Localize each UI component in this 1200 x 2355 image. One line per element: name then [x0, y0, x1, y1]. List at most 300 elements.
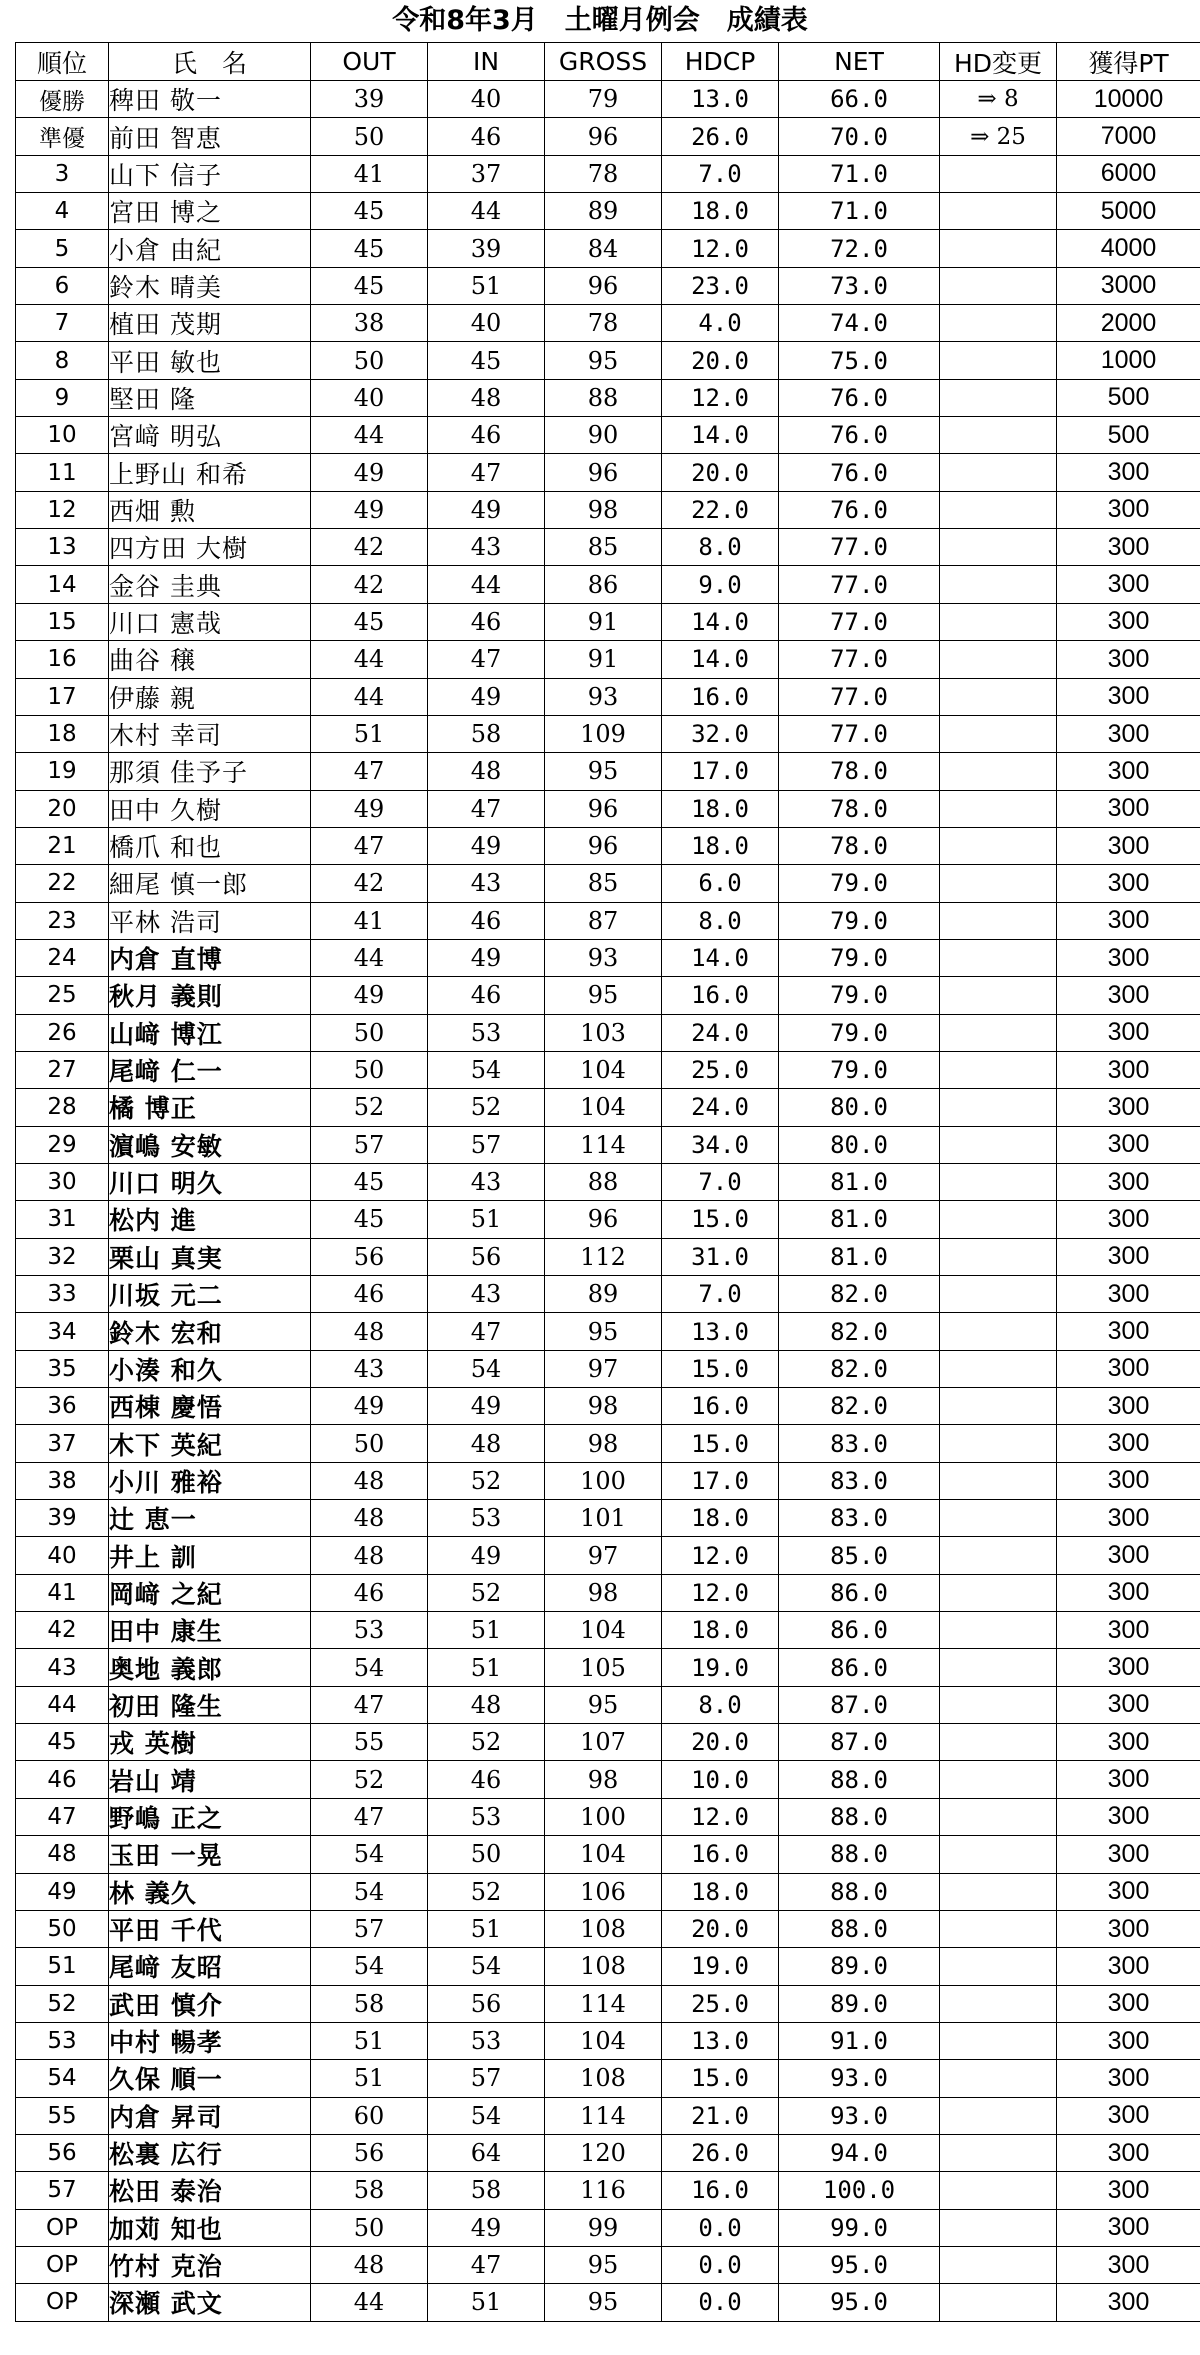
hdcp-cell: 20.0: [662, 1910, 779, 1947]
out-score-cell: 47: [311, 827, 428, 864]
hdcp-cell: 13.0: [662, 2022, 779, 2059]
table-row: [16, 81, 1200, 118]
net-score-cell: 74.0: [779, 305, 940, 342]
out-score-cell: 47: [311, 1798, 428, 1835]
hdcp-cell: 7.0: [662, 155, 779, 192]
hd-change-cell: [940, 827, 1057, 864]
out-score-cell: 50: [311, 1051, 428, 1088]
table-row: [16, 1574, 1200, 1611]
player-name-cell: 橘 博正: [109, 1089, 311, 1126]
hdcp-cell: 9.0: [662, 566, 779, 603]
out-score-cell: 42: [311, 865, 428, 902]
in-score-cell: 57: [428, 1126, 545, 1163]
points-cell: 300: [1057, 715, 1200, 752]
player-name-cell: 田中 康生: [109, 1612, 311, 1649]
in-score-cell: 51: [428, 1910, 545, 1947]
in-score-cell: 64: [428, 2134, 545, 2171]
net-score-cell: 71.0: [779, 155, 940, 192]
out-score-cell: 48: [311, 1500, 428, 1537]
in-score-cell: 54: [428, 2097, 545, 2134]
gross-score-cell: 89: [545, 193, 662, 230]
gross-score-cell: 96: [545, 267, 662, 304]
net-score-cell: 66.0: [779, 81, 940, 118]
hdcp-cell: 24.0: [662, 1014, 779, 1051]
net-score-cell: 83.0: [779, 1500, 940, 1537]
player-name-cell: 深瀬 武文: [109, 2284, 311, 2321]
rank-cell: 38: [16, 1462, 109, 1499]
player-name-cell: 竹村 克治: [109, 2246, 311, 2283]
gross-score-cell: 84: [545, 230, 662, 267]
table-row: [16, 603, 1200, 640]
player-name-cell: 木下 英紀: [109, 1425, 311, 1462]
rank-cell: 15: [16, 603, 109, 640]
hdcp-cell: 23.0: [662, 267, 779, 304]
gross-score-cell: 107: [545, 1724, 662, 1761]
hdcp-cell: 18.0: [662, 1500, 779, 1537]
points-cell: 300: [1057, 2246, 1200, 2283]
gross-score-cell: 103: [545, 1014, 662, 1051]
points-cell: 300: [1057, 1836, 1200, 1873]
hd-change-cell: [940, 305, 1057, 342]
net-score-cell: 88.0: [779, 1873, 940, 1910]
hd-change-cell: [940, 2060, 1057, 2097]
net-score-cell: 71.0: [779, 193, 940, 230]
out-score-cell: 60: [311, 2097, 428, 2134]
gross-score-cell: 96: [545, 118, 662, 155]
points-cell: 3000: [1057, 267, 1200, 304]
in-score-cell: 45: [428, 342, 545, 379]
player-name-cell: 中村 暢孝: [109, 2022, 311, 2059]
hd-change-cell: [940, 2134, 1057, 2171]
gross-score-cell: 93: [545, 939, 662, 976]
hdcp-cell: 18.0: [662, 1873, 779, 1910]
in-score-cell: 54: [428, 1948, 545, 1985]
gross-score-cell: 97: [545, 1350, 662, 1387]
hdcp-cell: 8.0: [662, 529, 779, 566]
hdcp-cell: 4.0: [662, 305, 779, 342]
points-cell: 300: [1057, 1873, 1200, 1910]
table-row: [16, 193, 1200, 230]
table-row: [16, 1724, 1200, 1761]
hd-change-cell: [940, 155, 1057, 192]
out-score-cell: 45: [311, 1163, 428, 1200]
table-row: [16, 1201, 1200, 1238]
results-table: [15, 42, 1200, 2322]
points-cell: 300: [1057, 1163, 1200, 1200]
rank-cell: 8: [16, 342, 109, 379]
in-score-cell: 49: [428, 1388, 545, 1425]
rank-cell: OP: [16, 2284, 109, 2321]
hd-change-cell: [940, 715, 1057, 752]
out-score-cell: 48: [311, 2246, 428, 2283]
hdcp-cell: 12.0: [662, 1537, 779, 1574]
hd-change-cell: [940, 753, 1057, 790]
in-score-cell: 40: [428, 81, 545, 118]
hd-change-cell: [940, 1425, 1057, 1462]
hdcp-cell: 7.0: [662, 1276, 779, 1313]
gross-score-cell: 112: [545, 1238, 662, 1275]
net-score-cell: 93.0: [779, 2060, 940, 2097]
table-row: [16, 1425, 1200, 1462]
hdcp-cell: 17.0: [662, 1462, 779, 1499]
player-name-cell: 平林 浩司: [109, 902, 311, 939]
in-score-cell: 50: [428, 1836, 545, 1873]
rank-cell: 57: [16, 2172, 109, 2209]
rank-cell: 33: [16, 1276, 109, 1313]
out-score-cell: 44: [311, 641, 428, 678]
hdcp-cell: 15.0: [662, 1425, 779, 1462]
table-row: [16, 529, 1200, 566]
column-header-points: 獲得PT: [1057, 43, 1200, 81]
table-row: [16, 267, 1200, 304]
points-cell: 300: [1057, 1798, 1200, 1835]
player-name-cell: 川口 憲哉: [109, 603, 311, 640]
table-row: [16, 1089, 1200, 1126]
player-name-cell: 松内 進: [109, 1201, 311, 1238]
hd-change-cell: [940, 1462, 1057, 1499]
points-cell: 300: [1057, 977, 1200, 1014]
hdcp-cell: 32.0: [662, 715, 779, 752]
hd-change-cell: [940, 529, 1057, 566]
gross-score-cell: 98: [545, 1574, 662, 1611]
table-row: [16, 155, 1200, 192]
in-score-cell: 49: [428, 1537, 545, 1574]
hd-change-cell: [940, 865, 1057, 902]
net-score-cell: 77.0: [779, 641, 940, 678]
column-header-out: OUT: [311, 43, 428, 81]
hd-change-cell: [940, 1985, 1057, 2022]
hdcp-cell: 13.0: [662, 1313, 779, 1350]
net-score-cell: 82.0: [779, 1313, 940, 1350]
hdcp-cell: 18.0: [662, 790, 779, 827]
rank-cell: 20: [16, 790, 109, 827]
hdcp-cell: 15.0: [662, 1350, 779, 1387]
out-score-cell: 48: [311, 1462, 428, 1499]
points-cell: 6000: [1057, 155, 1200, 192]
table-row: [16, 1163, 1200, 1200]
out-score-cell: 49: [311, 454, 428, 491]
gross-score-cell: 95: [545, 2246, 662, 2283]
rank-cell: 54: [16, 2060, 109, 2097]
hd-change-cell: [940, 2246, 1057, 2283]
hdcp-cell: 34.0: [662, 1126, 779, 1163]
player-name-cell: 上野山 和希: [109, 454, 311, 491]
rank-cell: 19: [16, 753, 109, 790]
points-cell: 300: [1057, 641, 1200, 678]
out-score-cell: 50: [311, 118, 428, 155]
gross-score-cell: 104: [545, 1836, 662, 1873]
player-name-cell: 川口 明久: [109, 1163, 311, 1200]
points-cell: 300: [1057, 1388, 1200, 1425]
in-score-cell: 47: [428, 2246, 545, 2283]
rank-cell: 42: [16, 1612, 109, 1649]
points-cell: 300: [1057, 1201, 1200, 1238]
gross-score-cell: 89: [545, 1276, 662, 1313]
player-name-cell: 堅田 隆: [109, 379, 311, 416]
table-row: [16, 305, 1200, 342]
hdcp-cell: 6.0: [662, 865, 779, 902]
table-row: [16, 1126, 1200, 1163]
hdcp-cell: 24.0: [662, 1089, 779, 1126]
points-cell: 300: [1057, 1649, 1200, 1686]
out-score-cell: 55: [311, 1724, 428, 1761]
points-cell: 300: [1057, 1724, 1200, 1761]
hd-change-cell: [940, 193, 1057, 230]
rank-cell: 30: [16, 1163, 109, 1200]
in-score-cell: 43: [428, 1163, 545, 1200]
out-score-cell: 45: [311, 1201, 428, 1238]
table-row: [16, 1462, 1200, 1499]
table-row: [16, 977, 1200, 1014]
net-score-cell: 86.0: [779, 1612, 940, 1649]
points-cell: 300: [1057, 1500, 1200, 1537]
player-name-cell: 植田 茂期: [109, 305, 311, 342]
table-row: [16, 1014, 1200, 1051]
hd-change-cell: [940, 342, 1057, 379]
net-score-cell: 86.0: [779, 1649, 940, 1686]
table-row: [16, 1350, 1200, 1387]
table-row: [16, 566, 1200, 603]
gross-score-cell: 109: [545, 715, 662, 752]
player-name-cell: 松田 泰治: [109, 2172, 311, 2209]
in-score-cell: 51: [428, 1201, 545, 1238]
out-score-cell: 51: [311, 715, 428, 752]
rank-cell: 56: [16, 2134, 109, 2171]
table-row: [16, 1537, 1200, 1574]
in-score-cell: 43: [428, 1276, 545, 1313]
rank-cell: 25: [16, 977, 109, 1014]
points-cell: 300: [1057, 566, 1200, 603]
gross-score-cell: 95: [545, 753, 662, 790]
rank-cell: 48: [16, 1836, 109, 1873]
rank-cell: 49: [16, 1873, 109, 1910]
net-score-cell: 79.0: [779, 939, 940, 976]
gross-score-cell: 97: [545, 1537, 662, 1574]
player-name-cell: 鈴木 晴美: [109, 267, 311, 304]
out-score-cell: 56: [311, 1238, 428, 1275]
table-row: [16, 1238, 1200, 1275]
gross-score-cell: 78: [545, 305, 662, 342]
in-score-cell: 53: [428, 1014, 545, 1051]
net-score-cell: 79.0: [779, 865, 940, 902]
gross-score-cell: 88: [545, 379, 662, 416]
points-cell: 300: [1057, 1014, 1200, 1051]
player-name-cell: 伊藤 親: [109, 678, 311, 715]
hd-change-cell: [940, 491, 1057, 528]
net-score-cell: 85.0: [779, 1537, 940, 1574]
points-cell: 300: [1057, 1238, 1200, 1275]
in-score-cell: 52: [428, 1574, 545, 1611]
player-name-cell: 細尾 慎一郎: [109, 865, 311, 902]
hd-change-cell: [940, 267, 1057, 304]
in-score-cell: 57: [428, 2060, 545, 2097]
net-score-cell: 88.0: [779, 1761, 940, 1798]
gross-score-cell: 96: [545, 790, 662, 827]
gross-score-cell: 95: [545, 1313, 662, 1350]
hdcp-cell: 19.0: [662, 1948, 779, 1985]
table-row: [16, 1500, 1200, 1537]
table-row: [16, 379, 1200, 416]
net-score-cell: 77.0: [779, 715, 940, 752]
table-row: [16, 2097, 1200, 2134]
net-score-cell: 79.0: [779, 1014, 940, 1051]
points-cell: 300: [1057, 1126, 1200, 1163]
out-score-cell: 45: [311, 193, 428, 230]
in-score-cell: 40: [428, 305, 545, 342]
in-score-cell: 49: [428, 2209, 545, 2246]
points-cell: 4000: [1057, 230, 1200, 267]
table-row: [16, 865, 1200, 902]
player-name-cell: 木村 幸司: [109, 715, 311, 752]
table-row: [16, 454, 1200, 491]
hd-change-cell: [940, 678, 1057, 715]
hd-change-cell: [940, 566, 1057, 603]
gross-score-cell: 95: [545, 2284, 662, 2321]
hdcp-cell: 25.0: [662, 1051, 779, 1088]
gross-score-cell: 78: [545, 155, 662, 192]
player-name-cell: 那須 佳予子: [109, 753, 311, 790]
hd-change-cell: [940, 417, 1057, 454]
player-name-cell: 鈴木 宏和: [109, 1313, 311, 1350]
column-header-in: IN: [428, 43, 545, 81]
out-score-cell: 41: [311, 155, 428, 192]
points-cell: 300: [1057, 1537, 1200, 1574]
player-name-cell: 松裏 広行: [109, 2134, 311, 2171]
table-row: [16, 2284, 1200, 2321]
gross-score-cell: 96: [545, 1201, 662, 1238]
player-name-cell: 内倉 昇司: [109, 2097, 311, 2134]
rank-cell: 37: [16, 1425, 109, 1462]
table-row: [16, 2246, 1200, 2283]
hd-change-cell: [940, 1948, 1057, 1985]
net-score-cell: 88.0: [779, 1798, 940, 1835]
out-score-cell: 51: [311, 2022, 428, 2059]
player-name-cell: 野嶋 正之: [109, 1798, 311, 1835]
table-row: [16, 1686, 1200, 1723]
rank-cell: 3: [16, 155, 109, 192]
net-score-cell: 94.0: [779, 2134, 940, 2171]
gross-score-cell: 98: [545, 1425, 662, 1462]
gross-score-cell: 114: [545, 2097, 662, 2134]
hdcp-cell: 0.0: [662, 2209, 779, 2246]
table-row: [16, 1761, 1200, 1798]
points-cell: 300: [1057, 1350, 1200, 1387]
hd-change-cell: [940, 2097, 1057, 2134]
points-cell: 1000: [1057, 342, 1200, 379]
player-name-cell: 山下 信子: [109, 155, 311, 192]
hdcp-cell: 15.0: [662, 1201, 779, 1238]
points-cell: 300: [1057, 1089, 1200, 1126]
hdcp-cell: 20.0: [662, 454, 779, 491]
rank-cell: 準優: [16, 118, 109, 155]
net-score-cell: 78.0: [779, 753, 940, 790]
hd-change-cell: [940, 1873, 1057, 1910]
hd-change-cell: [940, 1574, 1057, 1611]
hd-change-cell: [940, 1051, 1057, 1088]
rank-cell: 17: [16, 678, 109, 715]
player-name-cell: 西棟 慶悟: [109, 1388, 311, 1425]
net-score-cell: 76.0: [779, 491, 940, 528]
hdcp-cell: 12.0: [662, 1798, 779, 1835]
in-score-cell: 48: [428, 753, 545, 790]
points-cell: 300: [1057, 491, 1200, 528]
hdcp-cell: 19.0: [662, 1649, 779, 1686]
gross-score-cell: 91: [545, 641, 662, 678]
net-score-cell: 83.0: [779, 1425, 940, 1462]
hdcp-cell: 12.0: [662, 1574, 779, 1611]
player-name-cell: 山﨑 博江: [109, 1014, 311, 1051]
in-score-cell: 46: [428, 977, 545, 1014]
in-score-cell: 58: [428, 2172, 545, 2209]
in-score-cell: 48: [428, 1686, 545, 1723]
table-row: [16, 1051, 1200, 1088]
table-row: [16, 939, 1200, 976]
player-name-cell: 辻 恵一: [109, 1500, 311, 1537]
in-score-cell: 52: [428, 1462, 545, 1499]
net-score-cell: 76.0: [779, 417, 940, 454]
points-cell: 300: [1057, 827, 1200, 864]
table-row: [16, 753, 1200, 790]
table-row: [16, 790, 1200, 827]
rank-cell: 40: [16, 1537, 109, 1574]
net-score-cell: 77.0: [779, 566, 940, 603]
points-cell: 300: [1057, 753, 1200, 790]
column-header-net: NET: [779, 43, 940, 81]
out-score-cell: 45: [311, 267, 428, 304]
hdcp-cell: 16.0: [662, 678, 779, 715]
hdcp-cell: 7.0: [662, 1163, 779, 1200]
table-row: [16, 902, 1200, 939]
player-name-cell: 金谷 圭典: [109, 566, 311, 603]
hd-change-cell: ⇒ 25: [940, 118, 1057, 155]
hdcp-cell: 16.0: [662, 1836, 779, 1873]
hd-change-cell: [940, 1089, 1057, 1126]
gross-score-cell: 93: [545, 678, 662, 715]
points-cell: 300: [1057, 865, 1200, 902]
gross-score-cell: 85: [545, 529, 662, 566]
player-name-cell: 川坂 元二: [109, 1276, 311, 1313]
rank-cell: 12: [16, 491, 109, 528]
gross-score-cell: 98: [545, 1388, 662, 1425]
net-score-cell: 78.0: [779, 790, 940, 827]
gross-score-cell: 91: [545, 603, 662, 640]
points-cell: 2000: [1057, 305, 1200, 342]
out-score-cell: 46: [311, 1276, 428, 1313]
in-score-cell: 58: [428, 715, 545, 752]
table-row: [16, 417, 1200, 454]
points-cell: 300: [1057, 1425, 1200, 1462]
gross-score-cell: 108: [545, 1910, 662, 1947]
gross-score-cell: 105: [545, 1649, 662, 1686]
gross-score-cell: 104: [545, 1089, 662, 1126]
column-header-hdcp: HDCP: [662, 43, 779, 81]
hd-change-cell: ⇒ 8: [940, 81, 1057, 118]
rank-cell: 10: [16, 417, 109, 454]
rank-cell: 7: [16, 305, 109, 342]
in-score-cell: 43: [428, 529, 545, 566]
hd-change-cell: [940, 641, 1057, 678]
points-cell: 300: [1057, 454, 1200, 491]
column-header-name: 氏 名: [109, 43, 311, 81]
points-cell: 7000: [1057, 118, 1200, 155]
out-score-cell: 58: [311, 1985, 428, 2022]
gross-score-cell: 86: [545, 566, 662, 603]
in-score-cell: 51: [428, 267, 545, 304]
player-name-cell: 栗山 真実: [109, 1238, 311, 1275]
in-score-cell: 39: [428, 230, 545, 267]
out-score-cell: 47: [311, 1686, 428, 1723]
gross-score-cell: 114: [545, 1126, 662, 1163]
